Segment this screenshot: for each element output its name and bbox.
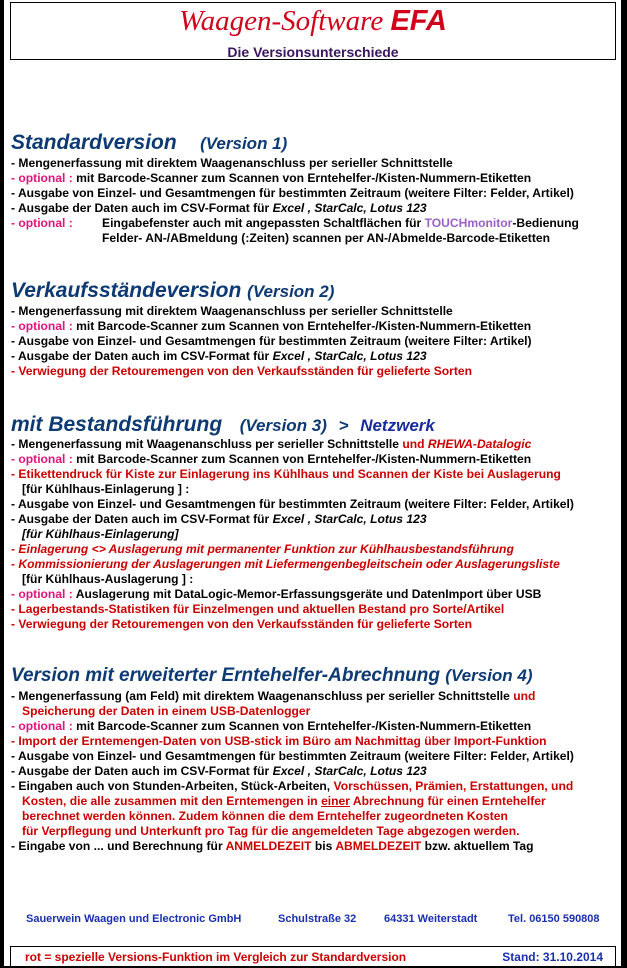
line: - Ausgabe von Einzel- und Gesamtmengen für bestimmten Zeitraum (weitere Filter: Felder, Artikel) [11, 749, 574, 763]
section-version: (Version 4) [445, 666, 533, 685]
line: - Ausgabe von Einzel- und Gesamtmengen für bestimmten Zeitraum (weitere Filter: Felder, Artikel) [11, 497, 574, 511]
optional-label: - optional : [11, 587, 73, 601]
optional-label: - optional : [11, 171, 73, 185]
line-red: ANMELDEZEIT [225, 839, 312, 853]
line [11, 319, 532, 334]
line-text: - Eingaben auch von Stunden-Arbeiten, Stück-Arbeiten, [11, 779, 334, 793]
line-text: - Ausgabe der Daten auch im CSV-Format für [11, 764, 273, 778]
line [11, 839, 574, 854]
legend-box [10, 946, 616, 968]
document-page [4, 0, 621, 966]
section-lines-standard [11, 156, 579, 246]
title-suffix: EFA [390, 5, 447, 37]
legend-text: rot = spezielle Versions-Funktion im Vergleich zur Standardversion [25, 950, 407, 964]
line [11, 764, 574, 779]
line [11, 779, 574, 794]
optional-label: - optional : [11, 216, 73, 230]
line-red: und [402, 437, 428, 451]
company-phone: Tel. 06150 590808 [508, 913, 600, 925]
line-italic: Excel , StarCalc, Lotus 123 [272, 201, 427, 215]
line [11, 201, 579, 216]
line: - Verwiegung der Retouremengen von den Verkaufsständen für gelieferte Sorten [11, 617, 473, 631]
line [11, 689, 574, 704]
line: - Einlagerung <> Auslagerung mit permanenter Funktion zur Kühlhausbestandsführung [11, 542, 514, 556]
line-text: Eingabefenster auch mit angepassten Schaltflächen für [102, 216, 425, 230]
line: - Import der Erntemengen-Daten von USB-stick im Büro am Nachmittag über Import-Funktion [11, 734, 547, 748]
line-red-italic: RHEWA-Datalogic [427, 437, 532, 451]
line-text: Abrechnung für einen Erntehelfer [349, 794, 546, 808]
section-version: (Version 3) [239, 416, 327, 435]
title-box [10, 2, 616, 60]
section-version: (Version 1) [200, 134, 288, 153]
line-text: bis [311, 839, 336, 853]
line-text: mit Barcode-Scanner zum Scannen von Erntehelfer-/Kisten-Nummern-Etiketten [72, 319, 532, 333]
line: - Ausgabe von Einzel- und Gesamtmengen für bestimmten Zeitraum (weitere Filter: Felder, Artikel) [11, 186, 574, 200]
line: Felder- AN-/ABmeldung (:Zeiten) scannen per AN-/Abmelde-Barcode-Etiketten [102, 231, 550, 245]
line [11, 587, 574, 602]
line: berechnet werden können. Zudem können die dem Erntehelfer zugeordneten Kosten [22, 809, 508, 823]
line: für Verpflegung und Unterkunft pro Tag für die angemeldeten Tage abgezogen werden. [22, 824, 520, 838]
line-text: - Ausgabe der Daten auch im CSV-Format für [11, 201, 273, 215]
line-italic: Excel , StarCalc, Lotus 123 [272, 764, 427, 778]
line-italic: Excel , StarCalc, Lotus 123 [272, 512, 427, 526]
section-title-text: Verkaufsständeversion [11, 279, 242, 302]
line-text: mit Barcode-Scanner zum Scannen von Erntehelfer-/Kisten-Nummern-Etiketten [72, 171, 532, 185]
page-title [11, 5, 615, 37]
section-lines-verkauf [11, 304, 532, 379]
section-title-erntehelfer [11, 664, 533, 688]
section-title-text: mit Bestandsführung [11, 413, 223, 436]
line-text: - Ausgabe der Daten auch im CSV-Format für [11, 349, 273, 363]
line [11, 349, 532, 364]
company-street: Schulstraße 32 [278, 913, 357, 925]
line: - Etikettendruck für Kiste zur Einlagerung ins Kühlhaus und Scannen der Kiste bei Auslagerung [11, 467, 561, 481]
title-text: Waagen-Software [179, 5, 384, 37]
line-text: mit Barcode-Scanner zum Scannen von Erntehelfer-/Kisten-Nummern-Etiketten [72, 719, 532, 733]
line: - Ausgabe von Einzel- und Gesamtmengen für bestimmten Zeitraum (weitere Filter: Artikel) [11, 334, 532, 348]
line: [für Kühlhaus-Einlagerung ] : [22, 482, 190, 496]
date-stamp: Stand: 31.10.2014 [502, 950, 603, 964]
line-underlined: einer [321, 794, 350, 808]
section-title-standard [11, 131, 287, 156]
line-text: - Mengenerfassung (am Feld) mit direktem Waagenanschluss per serieller Schnittstelle [11, 689, 514, 703]
optional-label: - optional : [11, 319, 73, 333]
section-title-text: Standardversion [11, 131, 177, 154]
line [11, 719, 574, 734]
section-version: (Version 2) [247, 282, 335, 301]
company-city: 64331 Weiterstadt [384, 913, 478, 925]
line-red: ABMELDEZEIT [335, 839, 422, 853]
line: [für Kühlhaus-Einlagerung] [22, 527, 179, 541]
line-red: und [513, 689, 536, 703]
line-text: mit Barcode-Scanner zum Scannen von Erntehelfer-/Kisten-Nummern-Etiketten [72, 452, 532, 466]
network-label: Netzwerk [360, 416, 435, 435]
line-text: - Mengenerfassung mit Waagenanschluss per serieller Schnittstelle [11, 437, 403, 451]
line-red: Vorschüssen, Prämien, Erstattungen, und [333, 779, 574, 793]
line [11, 171, 579, 186]
line [11, 437, 574, 452]
line [11, 452, 574, 467]
line: - Mengenerfassung mit direktem Waagenanschluss per serieller Schnittstelle [11, 156, 453, 170]
line-text: bzw. aktuellem Tag [421, 839, 534, 853]
line-text: - Eingabe von ... und Berechnung für [11, 839, 226, 853]
line-italic: Excel , StarCalc, Lotus 123 [272, 349, 427, 363]
line-text: -Bedienung [512, 216, 579, 230]
optional-label: - optional : [11, 452, 73, 466]
line-text: Auslagerung mit DataLogic-Memor-Erfassungsgeräte und DatenImport über USB [72, 587, 542, 601]
line-text: - Ausgabe der Daten auch im CSV-Format für [11, 512, 273, 526]
section-lines-bestand [11, 437, 574, 632]
line: - Kommissionierung der Auslagerungen mit Liefermengenbegleitschein oder Auslagerungsliste [11, 557, 560, 571]
line: [für Kühlhaus-Auslagerung ] : [22, 572, 194, 586]
line [11, 216, 579, 231]
section-lines-erntehelfer [11, 689, 574, 854]
line: - Lagerbestands-Statistiken für Einzelmengen und aktuellen Bestand pro Sorte/Artikel [11, 602, 505, 616]
section-title-verkauf [11, 279, 334, 304]
section-title-bestand [11, 413, 435, 438]
line: - Mengenerfassung mit direktem Waagenanschluss per serieller Schnittstelle [11, 304, 453, 318]
line-text: Kosten, die alle zusammen mit den Erntemengen in [22, 794, 322, 808]
line: - Verwiegung der Retouremengen von den Verkaufsständen für gelieferte Sorten [11, 364, 473, 378]
line [11, 512, 574, 527]
optional-label: - optional : [11, 719, 73, 733]
section-title-text: Version mit erweiterter Erntehelfer-Abrechnung [11, 665, 441, 686]
touchmonitor-text: TOUCHmonitor [424, 216, 513, 230]
line: Speicherung der Daten in einem USB-Datenlogger [22, 704, 311, 718]
line [11, 794, 574, 809]
company-name: Sauerwein Waagen und Electronic GmbH [26, 913, 242, 925]
arrow-text: > [338, 416, 349, 435]
page-subtitle: Die Versionsunterschiede [227, 44, 399, 60]
